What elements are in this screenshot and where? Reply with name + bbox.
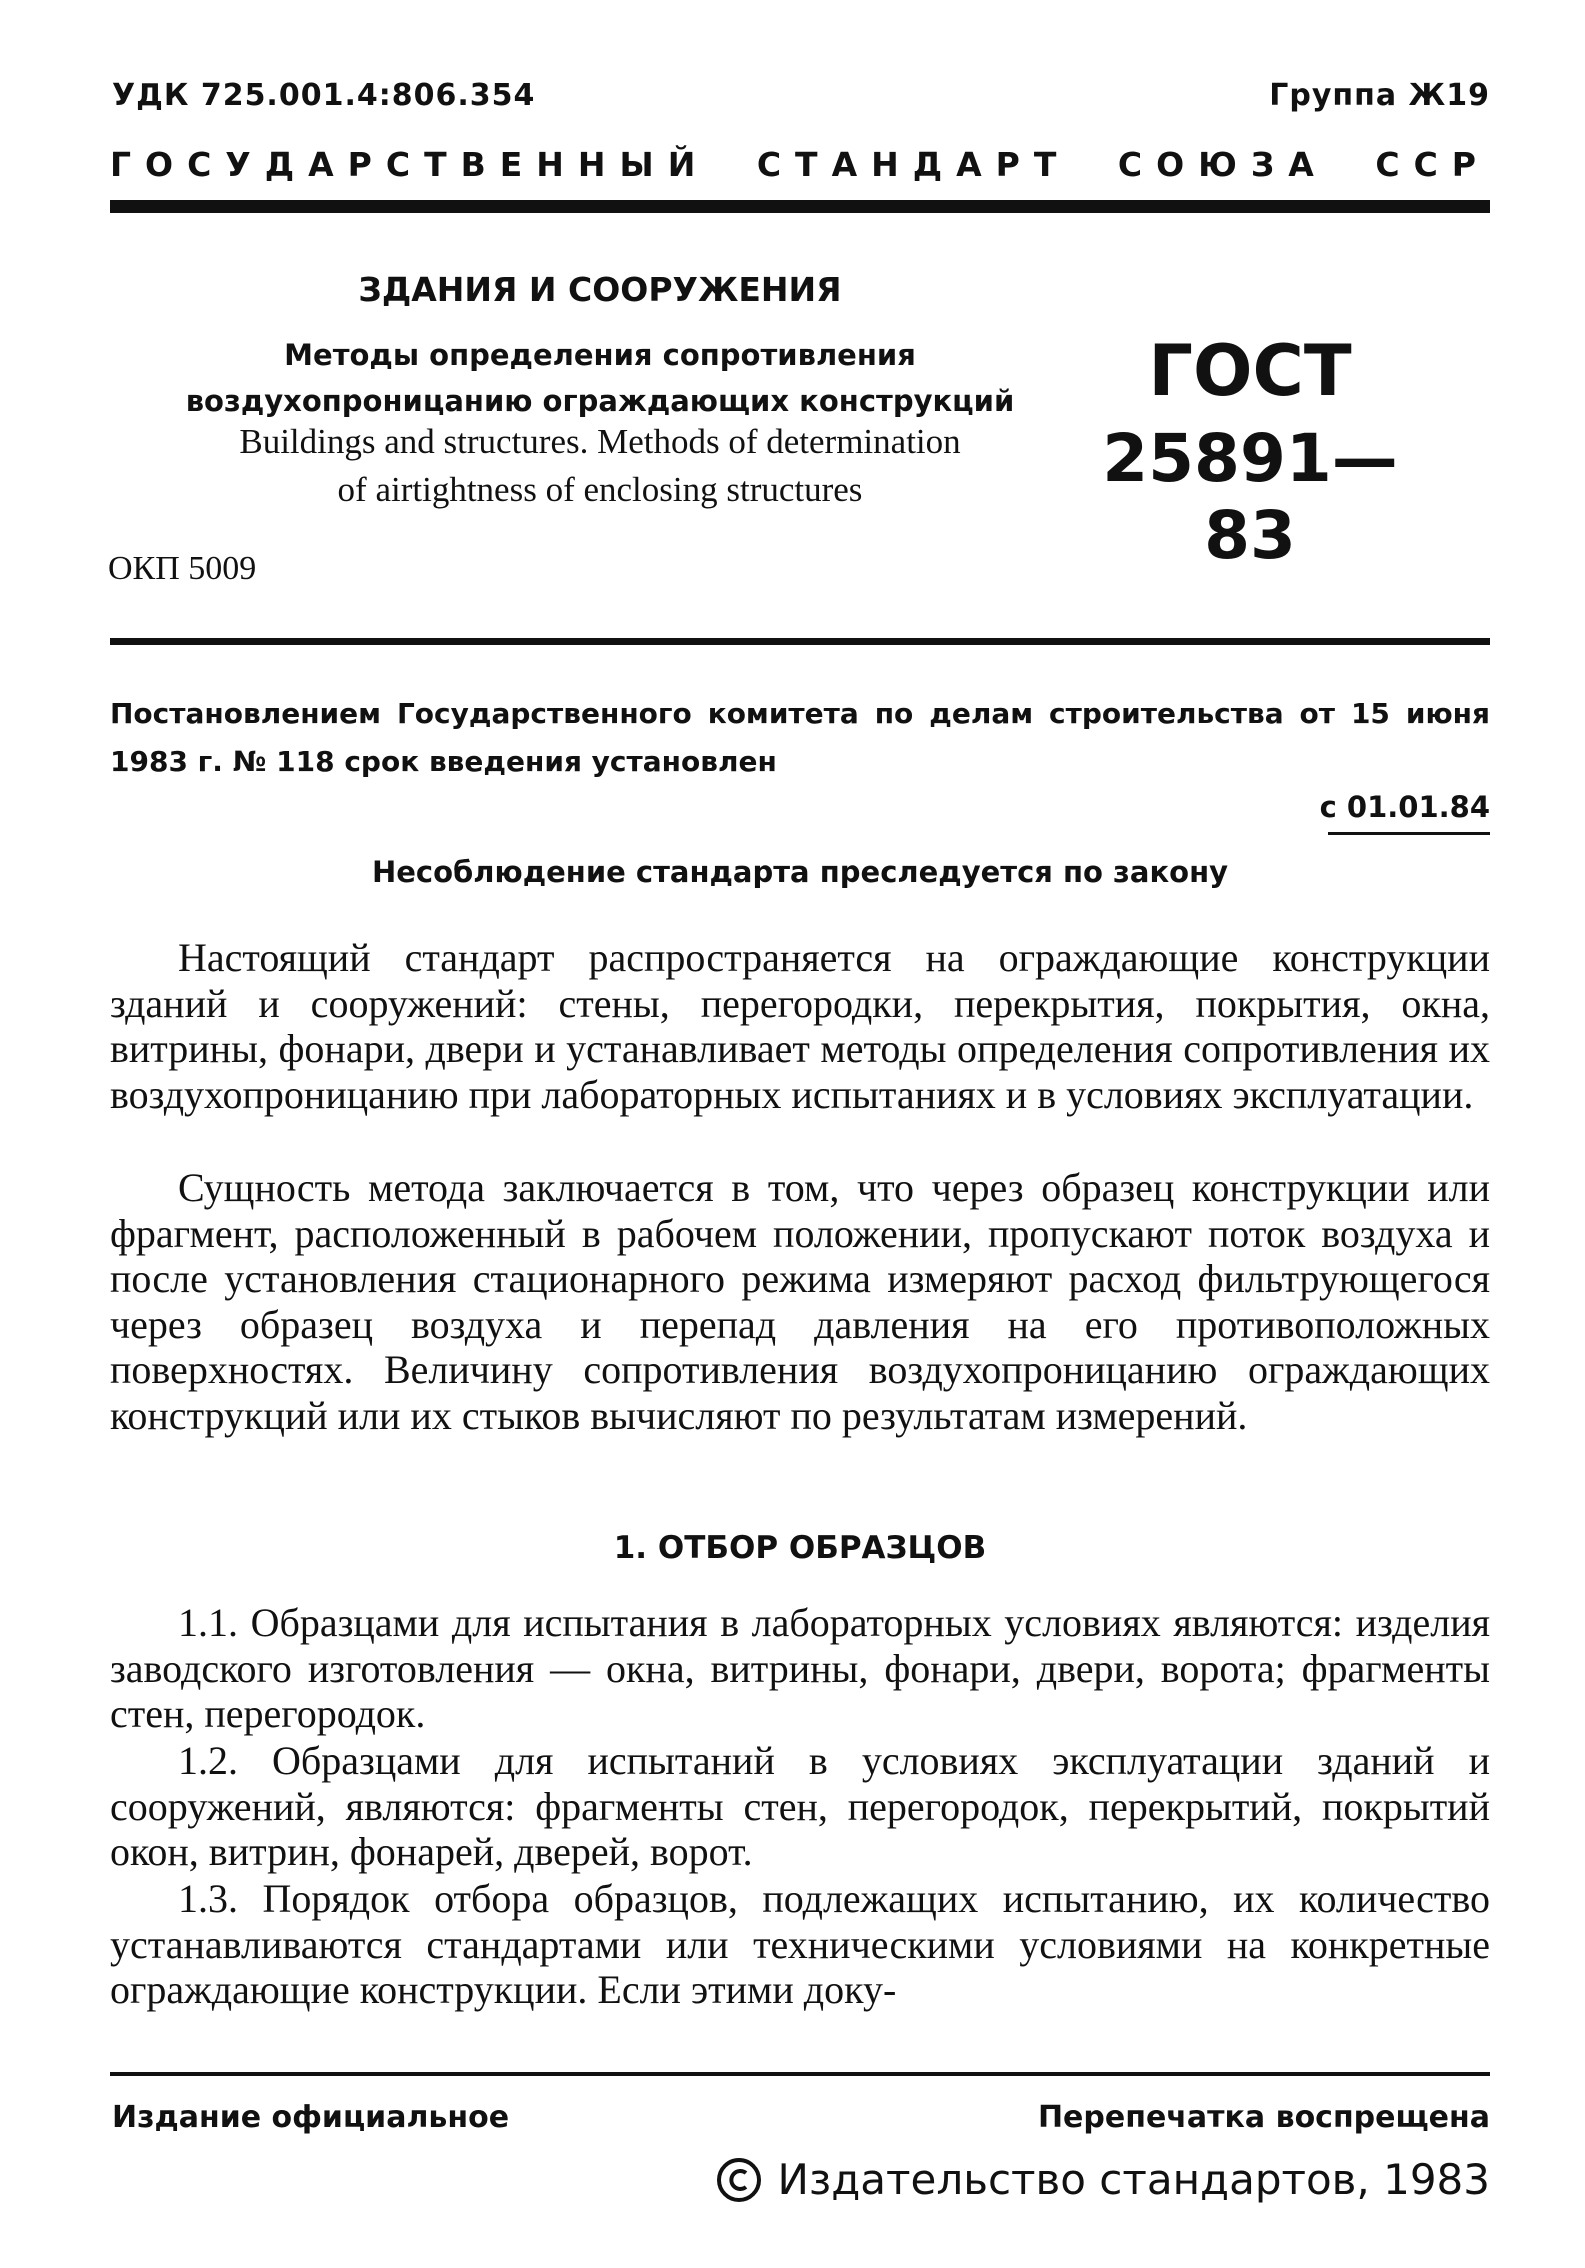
title-en-line: of airtightness of enclosing structures [337, 470, 863, 509]
paragraph-text: 1.1. Образцами для испытания в лабораторных условиях являются: изделия заводского изготовления — окна, витрины, фонари, двери, ворота; фрагменты стен, перегородок. [110, 1600, 1490, 1737]
banner-word: СТАНДАРТ [756, 145, 1071, 184]
clause-1-2 [110, 1738, 1490, 1875]
reprint-notice: Перепечатка воспрещена [1037, 2100, 1490, 2135]
effective-date: с 01.01.84 [1319, 790, 1490, 824]
banner-word: ГОСУДАРСТВЕННЫЙ [110, 145, 710, 184]
clause-1-1 [110, 1600, 1490, 1737]
paragraph-text: 1.3. Порядок отбора образцов, подлежащих испытанию, их количество устанавливаются стандартами или техническими условиями на конкретные ограждающие конструкции. Если этими доку- [110, 1876, 1490, 2013]
copyright-text: Издательство стандартов, 1983 [777, 2155, 1490, 2204]
section-heading: 1. ОТБОР ОБРАЗЦОВ [613, 1530, 987, 1566]
intro-paragraph [110, 935, 1490, 1117]
gost-label: ГОСТ [1148, 330, 1352, 412]
paragraph-text: Сущность метода заключается в том, что через образец конструкции или фрагмент, расположенный в рабочем положении, пропускают поток воздуха и после установления стационарного режима измеряют расход фильтрующегося через образец воздуха и перепад давления на его противоположных поверхностях. Величину сопротивления воздухопроницанию ограждающих конструкций или их стыков вычисляют по результатам измерений. [110, 1165, 1490, 1438]
udk-code: УДК 725.001.4:806.354 [112, 78, 536, 113]
copyright-icon [716, 2157, 762, 2203]
group-code: Группа Ж19 [1269, 78, 1490, 113]
title-ru-line: воздухопроницанию ограждающих конструкций [185, 384, 1015, 418]
paragraph-text: 1.2. Образцами для испытаний в условиях эксплуатации зданий и сооружений, являются: фрагменты стен, перегородок, перекрытий, покрытий окон, витрин, фонарей, дверей, ворот. [110, 1738, 1490, 1875]
gost-number: 25891—83 [1102, 420, 1398, 574]
title-russian [155, 332, 1045, 424]
copyright-line [716, 2155, 1490, 2204]
official-edition: Издание официальное [112, 2100, 510, 2135]
effective-date-underline [1328, 832, 1490, 835]
decree-text: Постановлением Государственного комитета по делам строительства от 15 июня 1983 г. № 118 срок введения установлен [110, 697, 1490, 778]
title-ru-line: Методы определения сопротивления [284, 338, 916, 372]
paragraph-text: Настоящий стандарт распространяется на ограждающие конструкции зданий и сооружений: стены, перегородки, перекрытия, покрытия, окна, витрины, фонари, двери и устанавливает методы определения сопротивления их воздухопроницанию при лабораторных испытаниях и в условиях эксплуатации. [110, 935, 1490, 1117]
title-english [155, 418, 1045, 514]
subject-heading: ЗДАНИЯ И СООРУЖЕНИЯ [358, 270, 842, 309]
title-en-line: Buildings and structures. Methods of determination [239, 422, 961, 461]
method-paragraph [110, 1165, 1490, 1439]
state-standard-banner [110, 145, 1490, 184]
footer-divider [110, 2072, 1490, 2076]
banner-word: ССР [1375, 145, 1490, 184]
header-divider [110, 200, 1490, 213]
banner-word: СОЮЗА [1117, 145, 1328, 184]
law-notice: Несоблюдение стандарта преследуется по закону [371, 855, 1229, 889]
okp-code: ОКП 5009 [108, 550, 257, 587]
title-divider [110, 638, 1490, 645]
clause-1-3 [110, 1876, 1490, 2013]
